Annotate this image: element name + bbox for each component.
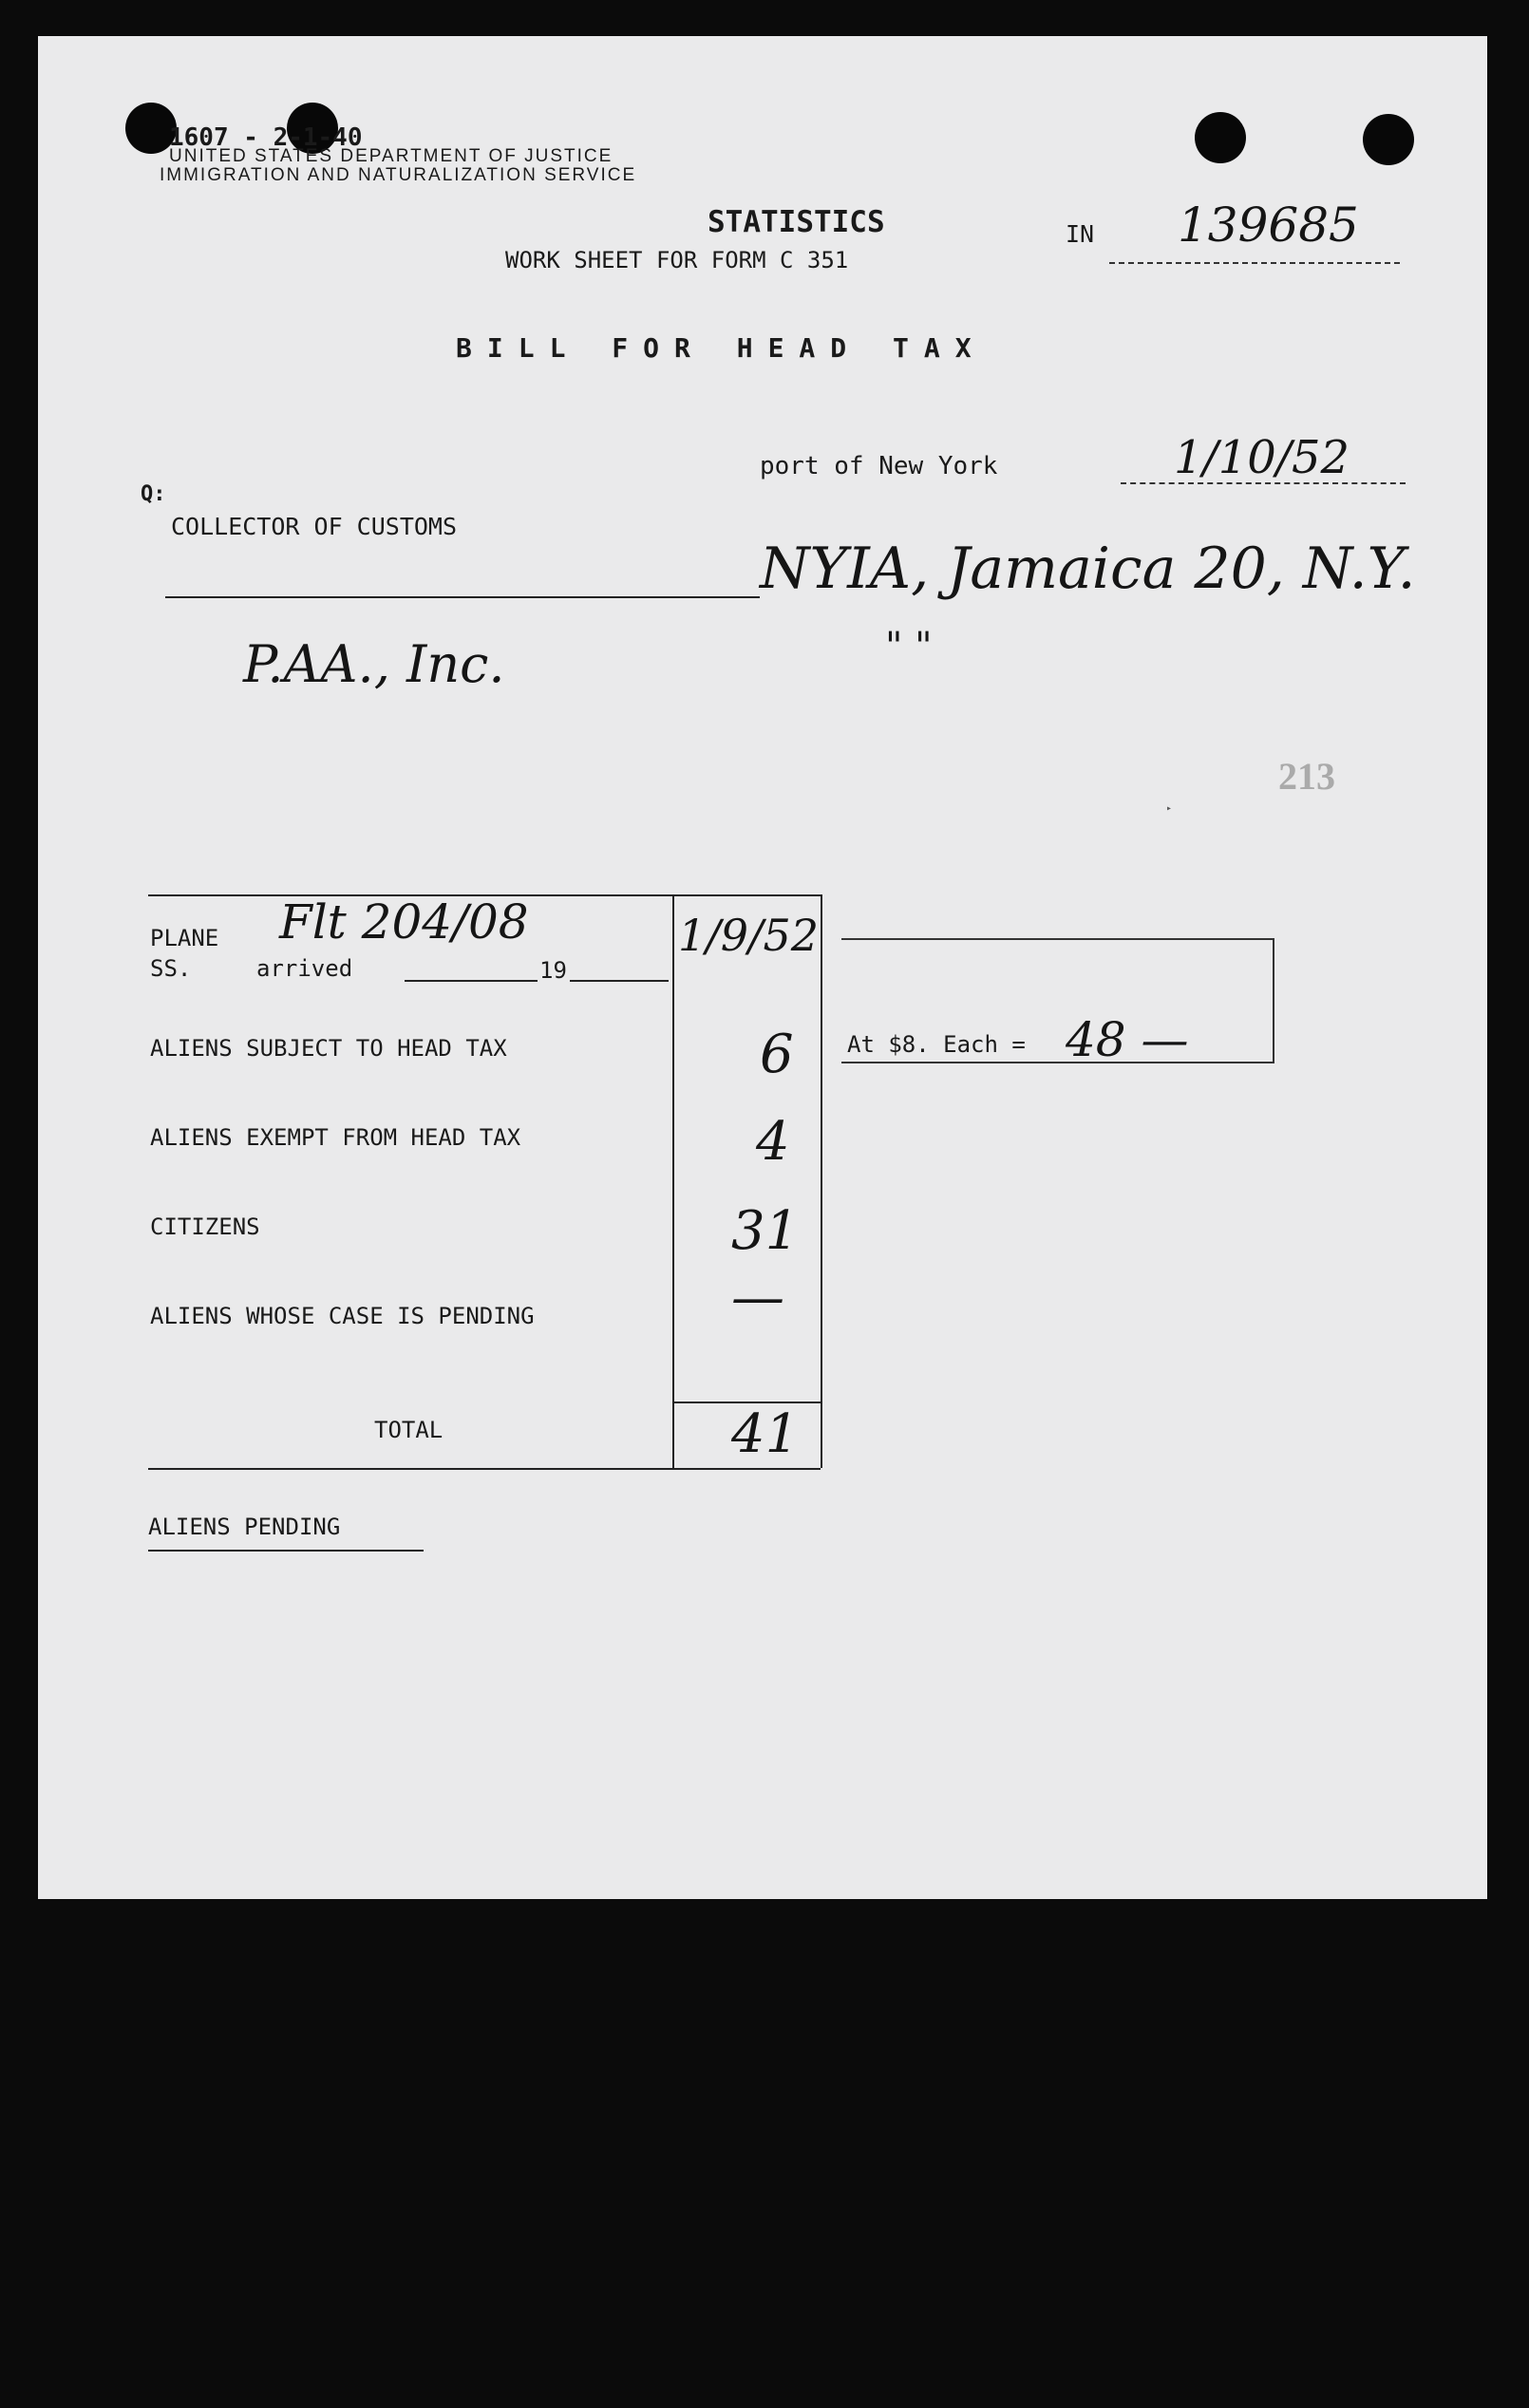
ss-label: SS. xyxy=(150,955,192,982)
row-label-citizens: CITIZENS xyxy=(150,1213,260,1240)
addressee-underline xyxy=(165,596,760,598)
rate-label: At $8. Each = xyxy=(847,1031,1026,1058)
row-value-subject: 6 xyxy=(760,1024,794,1085)
plane-label: PLANE xyxy=(150,925,219,951)
row-label-subject: ALIENS SUBJECT TO HEAD TAX xyxy=(150,1035,507,1062)
stamp-mark: ▸ xyxy=(1166,803,1173,814)
document-title: BILL FOR HEAD TAX xyxy=(456,332,987,364)
in-label: IN xyxy=(1066,220,1095,248)
flight-number: Flt 204/08 xyxy=(279,894,529,950)
row-value-citizens: 31 xyxy=(731,1200,800,1262)
row-value-exempt: 4 xyxy=(756,1111,790,1173)
form-number: 1607 - 2-1-40 xyxy=(169,123,363,152)
document-page xyxy=(38,36,1487,1899)
punch-hole xyxy=(1363,114,1414,165)
bill-date: 1/10/52 xyxy=(1174,431,1350,484)
table-divider xyxy=(672,894,674,1468)
year-label: 19 xyxy=(539,957,567,984)
row-label-pending: ALIENS WHOSE CASE IS PENDING xyxy=(150,1303,535,1329)
statistics-stamp: STATISTICS xyxy=(708,205,885,239)
addressee: COLLECTOR OF CUSTOMS xyxy=(171,513,458,540)
port-label: port of New York xyxy=(760,452,998,480)
in-underline xyxy=(1109,262,1400,264)
row-value-pending: — xyxy=(731,1267,784,1328)
to-label: Q: xyxy=(141,482,166,506)
year-line xyxy=(570,980,669,982)
agency-line-2: IMMIGRATION AND NATURALIZATION SERVICE xyxy=(160,165,637,185)
row-label-exempt: ALIENS EXEMPT FROM HEAD TAX xyxy=(150,1124,521,1151)
arrival-date: 1/9/52 xyxy=(678,910,820,961)
aliens-pending-underline xyxy=(148,1550,424,1552)
handwritten-address: NYIA, Jamaica 20, N.Y. xyxy=(760,536,1416,602)
value-column-top-border xyxy=(672,894,821,896)
in-number: 139685 xyxy=(1178,198,1359,253)
page-number-stamp: 213 xyxy=(1278,755,1335,798)
table-bottom-border xyxy=(148,1468,821,1470)
value-column-right-border xyxy=(821,894,822,1468)
arrived-label: arrived xyxy=(256,955,353,982)
total-label: TOTAL xyxy=(374,1417,444,1443)
punch-hole xyxy=(1195,112,1246,163)
agency-line-1: UNITED STATES DEPARTMENT OF JUSTICE xyxy=(169,146,613,166)
aliens-pending-label: ALIENS PENDING xyxy=(148,1514,341,1540)
rate-amount: 48 — xyxy=(1066,1012,1189,1067)
date-underline xyxy=(1121,482,1406,484)
arrived-date-line xyxy=(405,980,538,982)
carrier-name: P.AA., Inc. xyxy=(243,634,505,694)
form-subtitle: WORK SHEET FOR FORM C 351 xyxy=(505,247,849,273)
total-value: 41 xyxy=(731,1403,800,1465)
ditto-marks: " " xyxy=(885,625,933,668)
